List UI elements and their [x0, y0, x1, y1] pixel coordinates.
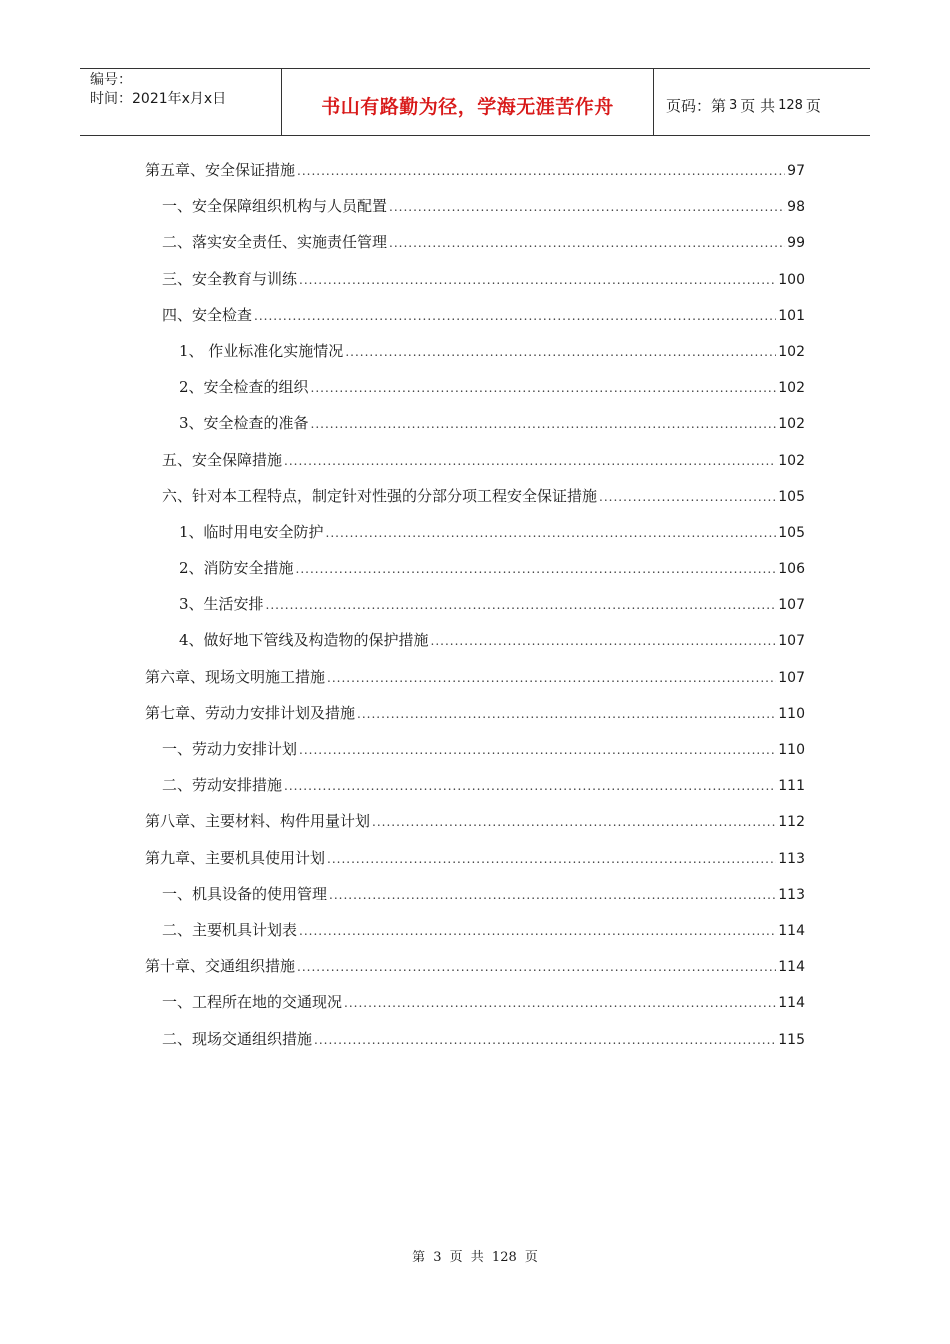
toc-entry[interactable]: [145, 840, 805, 876]
toc-entry-page: 114: [778, 922, 805, 939]
toc-leader-dots: [284, 443, 776, 479]
toc-entry[interactable]: [145, 948, 805, 984]
toc-leader-dots: [389, 225, 785, 261]
toc-entry-title: 五、安全保障措施: [162, 450, 283, 469]
toc-entry[interactable]: [145, 550, 805, 586]
toc-entry-page: 110: [778, 705, 805, 722]
toc-entry-title: 四、安全检查: [162, 305, 253, 324]
page-prefix: 页码：第: [666, 96, 727, 115]
toc-entry[interactable]: [145, 514, 805, 550]
toc-entry-page: 98: [787, 199, 805, 216]
toc-entry-page: 115: [778, 1031, 805, 1048]
toc-leader-dots: [431, 623, 777, 659]
toc-entry[interactable]: [145, 659, 805, 695]
toc-leader-dots: [327, 841, 776, 877]
toc-entry-page: 113: [778, 886, 805, 903]
toc-leader-dots: [314, 1022, 776, 1058]
toc-entry-title: 一、劳动力安排计划: [162, 740, 298, 758]
toc-entry-page: 111: [778, 778, 805, 795]
toc-leader-dots: [296, 551, 777, 587]
toc-entry-page: 105: [778, 488, 805, 505]
toc-entry-page: 102: [778, 343, 805, 360]
header-motto: 书山有路勤为径，学海无涯苦作舟: [282, 69, 654, 135]
toc-entry-page: 99: [787, 235, 805, 252]
toc-leader-dots: [266, 587, 777, 623]
toc-entry-title: 4、做好地下管线及构造物的保护措施: [179, 631, 429, 650]
toc-leader-dots: [372, 804, 776, 840]
toc-entry[interactable]: [145, 442, 805, 478]
toc-entry-title: 第七章、劳动力安排计划及措施: [145, 703, 356, 722]
toc-entry[interactable]: [145, 333, 805, 369]
toc-entry[interactable]: [145, 803, 805, 839]
toc-leader-dots: [329, 877, 776, 913]
toc-entry-page: 107: [778, 669, 805, 686]
toc-entry-page: 105: [778, 524, 805, 541]
toc-entry-title: 2、安全检查的组织: [179, 378, 309, 397]
toc-entry[interactable]: [145, 984, 805, 1020]
page-total: 128: [778, 97, 803, 113]
toc-leader-dots: [344, 985, 776, 1021]
toc-leader-dots: [297, 153, 785, 189]
toc-entry-title: 第五章、安全保证措施: [145, 161, 296, 179]
toc-entry-page: 110: [778, 742, 805, 758]
toc-leader-dots: [357, 696, 776, 732]
toc-leader-dots: [299, 913, 776, 949]
toc-entry[interactable]: [145, 622, 805, 658]
toc-entry-title: 1、临时用电安全防护: [179, 522, 324, 541]
page-number: 3: [729, 97, 738, 113]
toc-leader-dots: [345, 334, 776, 370]
toc-entry[interactable]: [145, 586, 805, 622]
toc-entry-title: 二、落实安全责任、实施责任管理: [162, 233, 388, 252]
toc-entry-title: 一、安全保障组织机构与人员配置: [162, 197, 388, 216]
toc-entry-page: 102: [778, 452, 805, 469]
toc-entry-title: 1、 作业标准化实施情况: [179, 341, 344, 360]
toc-entry[interactable]: [145, 261, 805, 297]
header-page-info: [654, 69, 870, 135]
page-suffix: 页: [805, 96, 821, 115]
toc-leader-dots: [311, 370, 777, 406]
toc-entry-page: 97: [787, 163, 805, 179]
toc-entry[interactable]: [145, 297, 805, 333]
code-label: 编号：: [90, 72, 132, 88]
toc-entry-title: 二、主要机具计划表: [162, 920, 298, 939]
page-header: [80, 68, 870, 136]
toc-entry-title: 六、针对本工程特点，制定针对性强的分部分项工程安全保证措施: [162, 486, 598, 505]
toc-leader-dots: [389, 189, 785, 225]
toc-leader-dots: [326, 515, 777, 551]
toc-entry[interactable]: [145, 152, 805, 188]
toc-entry-title: 第九章、主要机具使用计划: [145, 848, 326, 867]
toc-entry[interactable]: [145, 695, 805, 731]
toc-entry[interactable]: [145, 478, 805, 514]
toc-leader-dots: [599, 479, 776, 515]
toc-entry[interactable]: [145, 1021, 805, 1057]
toc-leader-dots: [254, 298, 776, 334]
toc-entry-title: 第十章、交通组织措施: [145, 957, 296, 976]
toc-entry-page: 106: [778, 561, 805, 578]
toc-entry-title: 3、生活安排: [179, 595, 264, 614]
header-meta: [80, 69, 282, 135]
toc-entry-title: 二、现场交通组织措施: [162, 1029, 313, 1048]
toc-entry[interactable]: [145, 767, 805, 803]
toc-entry-page: 107: [778, 633, 805, 650]
toc-entry-title: 一、工程所在地的交通现况: [162, 993, 343, 1012]
page-footer: 第 3 页 共 128 页: [412, 1250, 538, 1265]
toc-entry-page: 112: [778, 814, 805, 831]
toc-entry[interactable]: [145, 405, 805, 441]
toc-entry-title: 第八章、主要材料、构件用量计划: [145, 812, 371, 831]
toc-entry-page: 107: [778, 597, 805, 614]
toc-entry-page: 113: [778, 850, 805, 867]
toc-entry[interactable]: [145, 224, 805, 260]
toc-entry[interactable]: [145, 188, 805, 224]
toc-leader-dots: [297, 949, 776, 985]
toc-leader-dots: [327, 660, 776, 696]
toc-entry-title: 2、消防安全措施: [179, 559, 294, 578]
toc-leader-dots: [299, 732, 776, 768]
toc-entry-title: 三、安全教育与训练: [162, 269, 298, 288]
toc-entry-page: 114: [778, 959, 805, 976]
toc-entry-title: 二、劳动安排措施: [162, 776, 283, 795]
toc-entry-title: 第六章、现场文明施工措施: [145, 667, 326, 686]
toc-entry-title: 3、安全检查的准备: [179, 414, 309, 433]
date-label: 时间：2021年x月x日: [90, 91, 227, 107]
toc-entry[interactable]: [145, 876, 805, 912]
toc-leader-dots: [311, 406, 777, 442]
toc-entry-page: 102: [778, 416, 805, 433]
toc-entry-page: 100: [778, 271, 805, 288]
toc-entry-title: 一、机具设备的使用管理: [162, 884, 328, 903]
page-mid: 页 共: [740, 96, 776, 115]
toc-entry[interactable]: [145, 369, 805, 405]
toc-leader-dots: [284, 768, 776, 804]
toc-entry[interactable]: [145, 731, 805, 767]
toc-entry-page: 102: [778, 380, 805, 397]
table-of-contents: [145, 152, 805, 1057]
toc-leader-dots: [299, 262, 776, 298]
toc-entry-page: 114: [778, 995, 805, 1012]
toc-entry[interactable]: [145, 912, 805, 948]
toc-entry-page: 101: [778, 307, 805, 324]
